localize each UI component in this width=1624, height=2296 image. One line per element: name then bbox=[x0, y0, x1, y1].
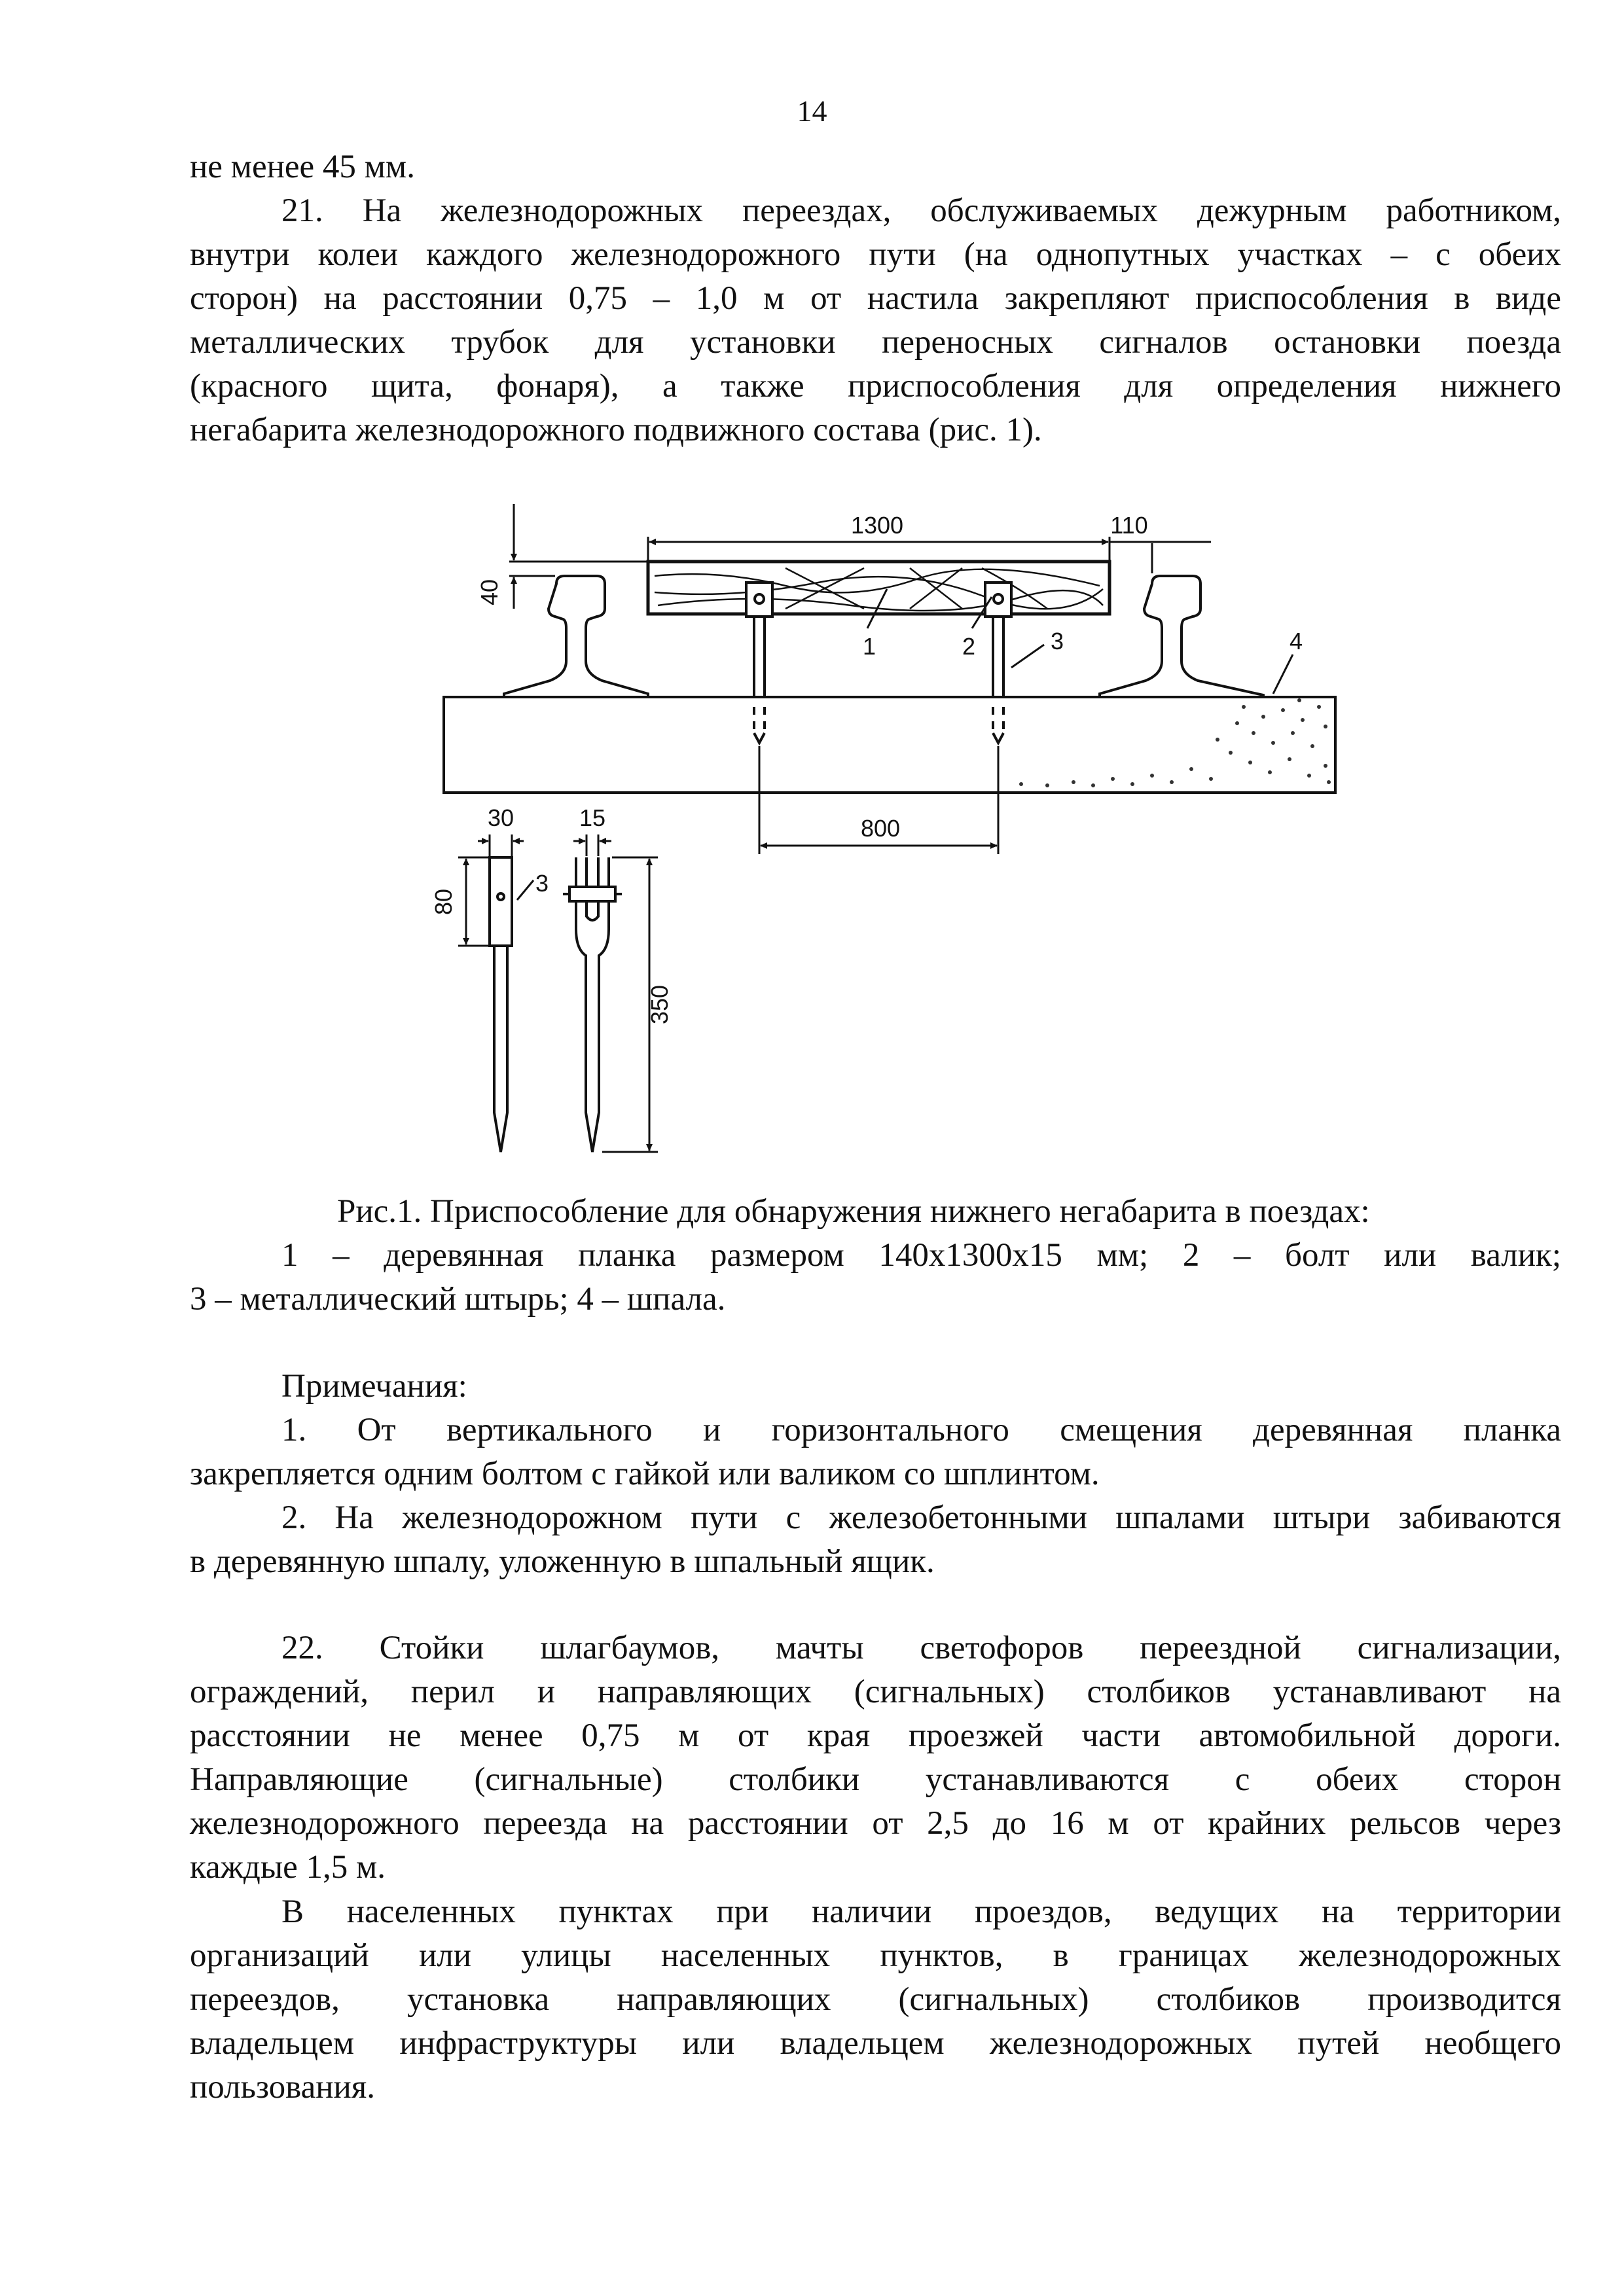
pin-right bbox=[985, 583, 1011, 743]
callout-leader-3 bbox=[1011, 645, 1044, 668]
dim-label-800: 800 bbox=[860, 815, 901, 842]
dim-label-1300: 1300 bbox=[850, 512, 904, 539]
dim-label-40: 40 bbox=[476, 579, 503, 606]
text-line: организаций или улицы населенных пунктов, в границах железнодорожных bbox=[190, 1937, 1561, 1974]
dimension-30 bbox=[478, 834, 524, 856]
callout-3: 3 bbox=[1051, 628, 1064, 655]
text-line: железнодорожного переезда на расстоянии от 2,5 до 16 м от крайних рельсов через bbox=[190, 1805, 1561, 1842]
rail-right bbox=[1100, 576, 1263, 697]
text-line: каждые 1,5 м. bbox=[190, 1849, 386, 1886]
dim-label-30: 30 bbox=[487, 804, 514, 831]
text-line: 22. Стойки шлагбаумов, мачты светофоров переездной сигнализации, bbox=[281, 1630, 1561, 1666]
notes-heading: Примечания: bbox=[281, 1368, 467, 1405]
text-line: 1. От вертикального и горизонтального смещения деревянная планка bbox=[281, 1412, 1561, 1448]
dimension-15 bbox=[573, 834, 611, 856]
paragraph-21 bbox=[190, 145, 1561, 452]
dimension-1300 bbox=[648, 537, 1110, 560]
paragraph-22 bbox=[190, 1626, 1561, 1890]
text-line: сторон) на расстоянии 0,75 – 1,0 м от настила закрепляют приспособления в виде bbox=[190, 280, 1561, 317]
sleeper bbox=[444, 697, 1335, 793]
technical-drawing bbox=[419, 497, 1348, 1191]
callout-4: 4 bbox=[1290, 628, 1303, 655]
dimension-110 bbox=[1110, 542, 1211, 573]
text-line: в деревянную шпалу, уложенную в шпальный ящик. bbox=[190, 1543, 935, 1580]
text-line: Направляющие (сигнальные) столбики устанавливаются с обеих сторон bbox=[190, 1761, 1561, 1798]
dim-label-350: 350 bbox=[646, 984, 673, 1025]
rail-left bbox=[504, 576, 648, 697]
callout-leader-4 bbox=[1273, 655, 1293, 694]
caption-line: 1 – деревянная планка размером 140х1300х15 мм; 2 – болт или валик; bbox=[281, 1237, 1561, 1274]
text-line: металлических трубок для установки переносных сигналов остановки поезда bbox=[190, 324, 1561, 361]
callout-2: 2 bbox=[962, 633, 976, 660]
figure-caption bbox=[190, 1190, 1561, 1321]
pin-detail-front bbox=[563, 857, 622, 1152]
figure-1-drawing bbox=[419, 497, 1348, 1191]
callout-3b: 3 bbox=[535, 870, 549, 897]
callout-leader-3b bbox=[517, 880, 533, 900]
pin-left bbox=[746, 583, 772, 743]
paragraph-23 bbox=[190, 1890, 1561, 2109]
text-line: 2. На железнодорожном пути с железобетонными шпалами штыри забиваются bbox=[281, 1499, 1561, 1536]
text-line: закрепляется одним болтом с гайкой или валиком со шплинтом. bbox=[190, 1456, 1100, 1492]
dim-label-15: 15 bbox=[579, 804, 606, 831]
text-line: ограждений, перил и направляющих (сигнальных) столбиков устанавливают на bbox=[190, 1674, 1561, 1710]
dimension-40 bbox=[509, 504, 647, 609]
pin-detail-side bbox=[490, 857, 512, 1152]
dim-label-80: 80 bbox=[430, 888, 457, 916]
text-line: 21. На железнодорожных переездах, обслуживаемых дежурным работником, bbox=[281, 192, 1561, 229]
caption-line: Рис.1. Приспособление для обнаружения нижнего негабарита в поездах: bbox=[337, 1193, 1370, 1230]
text-line: переездов, установка направляющих (сигнальных) столбиков производится bbox=[190, 1981, 1561, 2018]
notes bbox=[190, 1365, 1561, 1584]
text-line: пользования. bbox=[190, 2069, 376, 2106]
callout-1: 1 bbox=[863, 633, 876, 660]
page-number: 14 bbox=[797, 94, 827, 128]
dimension-80 bbox=[458, 857, 488, 946]
text-line: негабарита железнодорожного подвижного состава (рис. 1). bbox=[190, 412, 1042, 448]
caption-line: 3 – металлический штырь; 4 – шпала. bbox=[190, 1281, 726, 1318]
text-line: не менее 45 мм. bbox=[190, 149, 415, 185]
text-line: В населенных пунктах при наличии проездов, ведущих на территории bbox=[281, 1893, 1561, 1930]
dim-label-110: 110 bbox=[1110, 512, 1148, 539]
text-line: (красного щита, фонаря), а также приспособления для определения нижнего bbox=[190, 368, 1561, 404]
text-line: владельцем инфраструктуры или владельцем железнодорожных путей необщего bbox=[190, 2025, 1561, 2062]
text-line: внутри колеи каждого железнодорожного пути (на однопутных участках – с обеих bbox=[190, 236, 1561, 273]
text-line: расстоянии не менее 0,75 м от края проезжей части автомобильной дороги. bbox=[190, 1717, 1561, 1754]
